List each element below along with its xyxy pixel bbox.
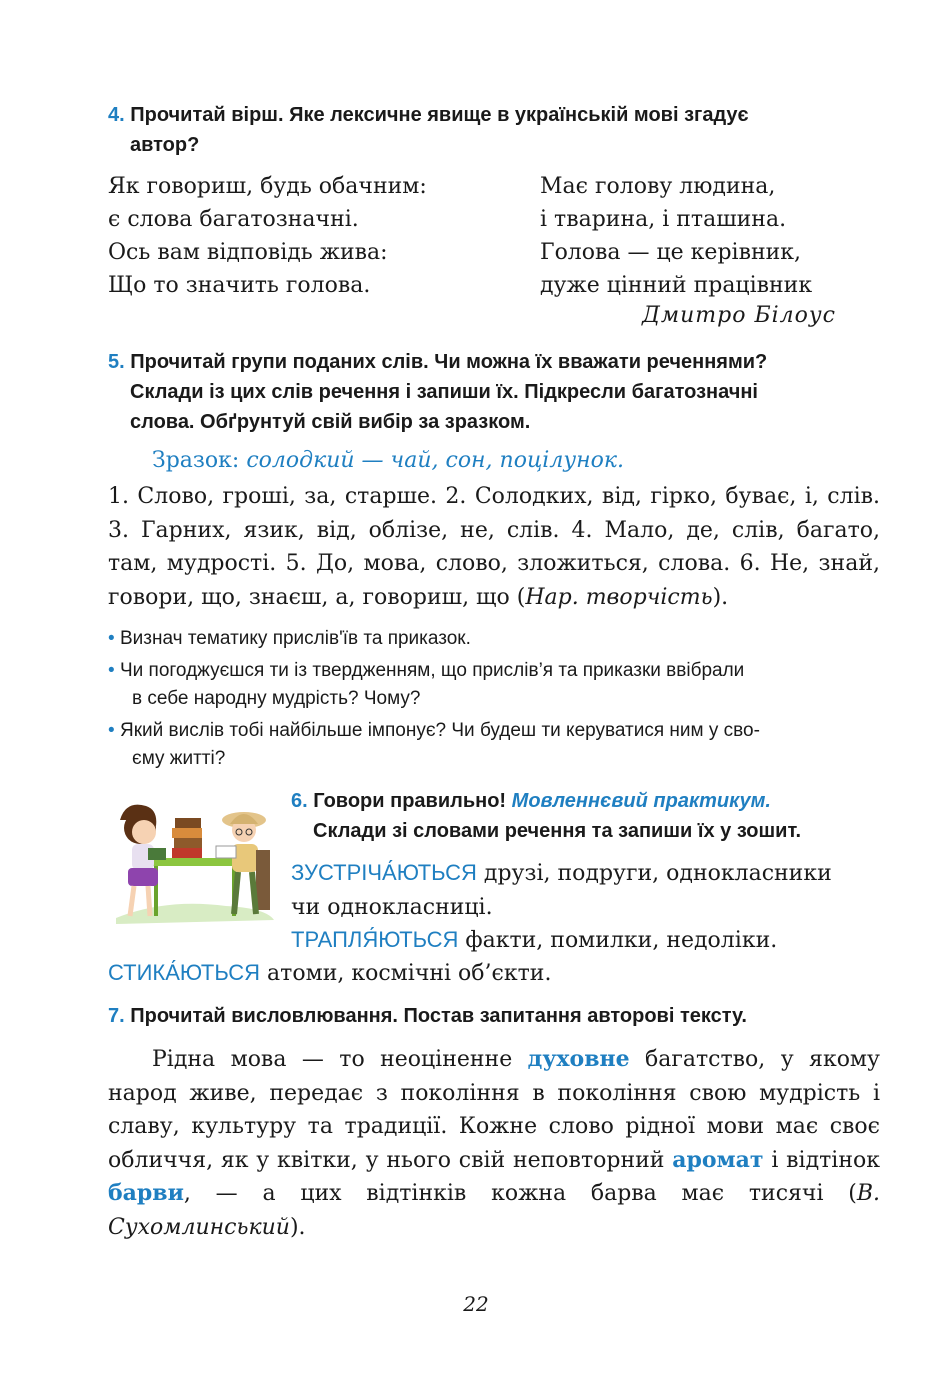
poem-line: Голова — це керівник, [540,240,802,265]
sample-label: Зразок: [152,448,240,473]
word-example-text: атоми, космічні об’єкти. [260,961,552,986]
girls-reading-illustration-icon [106,790,278,930]
task-text-continued: Склади зі словами речення та запиши їх у зошит. [313,820,802,842]
key-word: аромат [672,1146,764,1173]
list-item [108,717,888,773]
key-word: барви [108,1180,184,1206]
task-5-heading [108,347,888,437]
task-6-heading [291,786,891,846]
poem-left-column [108,170,427,302]
poem-line: Ось вам відповідь жива: [108,240,388,265]
task-number: 4. [108,104,125,126]
word-example-2 [291,923,881,958]
task-number: 7. [108,1005,125,1027]
poem-right-column [540,170,812,302]
list-item-text: Чи погоджуєшся ти із твердженням, що прислів’я та приказки ввібрали [120,660,745,681]
key-word: духовне [527,1046,630,1072]
word-groups-text: 1. Слово, гроші, за, старше. 2. Солодких, від, гірко, буває, і, слів. 3. Гарних, язик, від, облізе, не, слів. 4. Мало, де, слів, багато, там, мудрості. 5. До, мова, слово, зложиться, слова. 6. Не, знай, говори, що, знаєш, а, говориш, що ( [108,484,880,610]
poem-line: Має голову людина, [540,174,776,199]
task-title: Говори правильно! [313,790,507,812]
task-number: 6. [291,790,308,812]
poem-line: Що то значить голова. [108,273,371,298]
word-groups [108,480,880,614]
highlighted-word: ЗУСТРІЧА́ЮТЬСЯ [291,860,477,885]
task-7-heading [108,1001,888,1031]
question-list [108,625,888,777]
word-example-text: факти, помилки, недоліки. [458,928,778,953]
list-item-text: Визнач тематику прислів'їв та приказок. [120,628,471,649]
bullet-icon: • [108,720,115,741]
highlighted-word: ТРАПЛЯ́ЮТЬСЯ [291,927,459,952]
sample-line [152,448,624,473]
page-number: 22 [463,1292,489,1316]
quote-text: багатство, у якому народ живе, передає з покоління в покоління свою мудрість і славу, культуру та традиції. Кожне слово рідної мови має своє обличчя, як у квітки, у нього свій неповторний [108,1047,880,1173]
word-example-text: друзі, подруги, однокласники чи однокласниці. [291,861,832,920]
task-text-continued: Склади із цих слів речення і запиши їх. Підкресли багатозначні [130,381,758,403]
word-groups-source: Нар. творчість [525,584,713,610]
poem-author: Дмитро Білоус [641,303,836,328]
list-item-text-continued: єму житті? [132,748,226,769]
list-item-text: Який вислів тобі найбільше імпонує? Чи будеш ти керуватися ним у сво- [120,720,760,741]
task-text: Прочитай групи поданих слів. Чи можна їх вважати реченнями? [130,351,768,373]
quote-text: і відтінок [763,1147,880,1173]
quote-paragraph [108,1043,880,1244]
word-example-1 [291,856,861,924]
poem-line: Як говориш, будь обачним: [108,174,427,199]
poem-line: дуже цінний працівник [540,273,813,298]
list-item-text-continued: в себе народну мудрість? Чому? [132,688,421,709]
word-groups-end: ). [712,584,729,610]
task-subtitle: Мовленнєвий практикум. [511,790,771,812]
bullet-icon: • [108,628,115,649]
sample-text: солодкий — чай, сон, поцілунок. [246,448,624,473]
list-item [108,657,888,713]
task-number: 5. [108,351,125,373]
word-example-3 [108,956,880,991]
task-text: Прочитай висловлювання. Постав запитання авторові тексту. [130,1005,747,1027]
quote-author: В. Сухомлинський [108,1181,880,1240]
list-item [108,625,888,653]
task-text-continued: слова. Обґрунтуй свій вибір за зразком. [130,411,531,433]
poem-line: і тварина, і пташина. [540,207,787,232]
quote-text: ). [289,1214,306,1240]
quote-text: , — а цих відтінків кожна барва має тисячі ( [183,1181,857,1206]
bullet-icon: • [108,660,115,681]
task-text: Прочитай вірш. Яке лексичне явище в українській мові згадує [130,104,749,126]
highlighted-word: СТИКА́ЮТЬСЯ [108,960,261,985]
task-4-heading [108,100,888,160]
task-text-continued: автор? [130,134,200,156]
quote-text: Рідна мова — то неоціненне [152,1047,528,1072]
poem-line: є слова багатозначні. [108,207,359,232]
